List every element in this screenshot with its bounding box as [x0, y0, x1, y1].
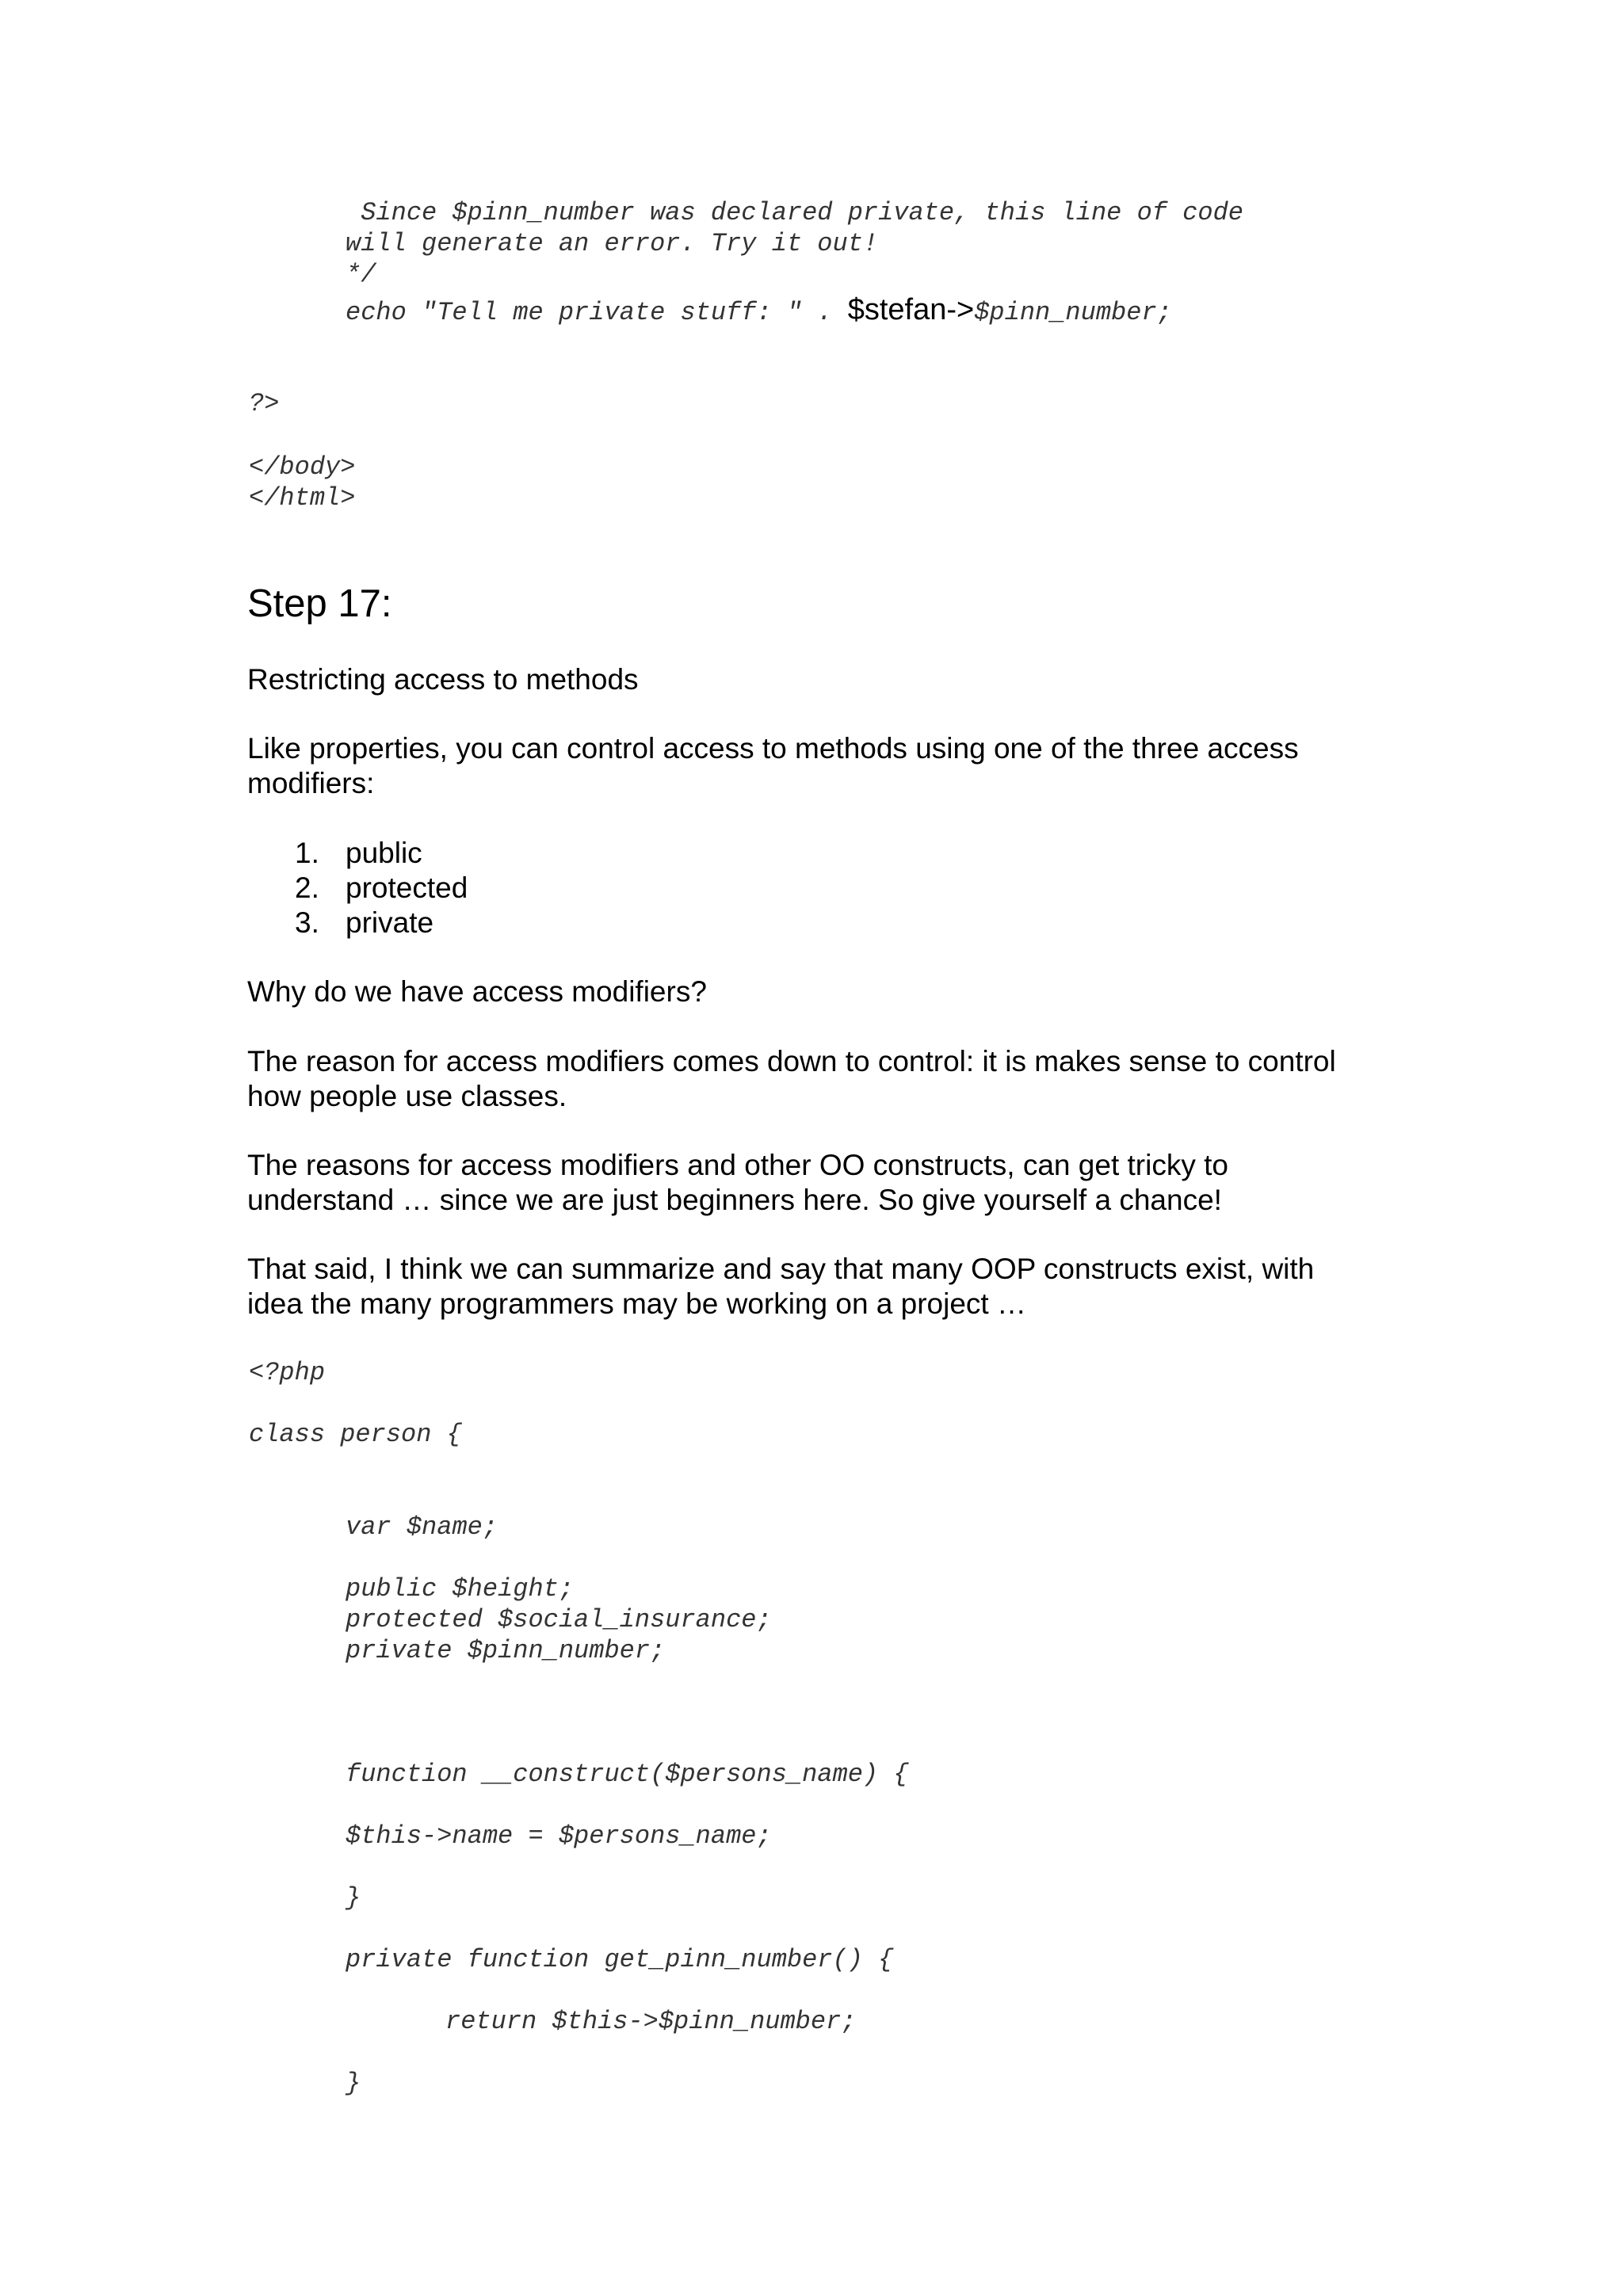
- code-public-height: public $height;: [346, 1574, 575, 1604]
- list-item: [247, 836, 468, 871]
- list-number: 3.: [295, 906, 319, 939]
- code-private-pinn: private $pinn_number;: [346, 1636, 666, 1665]
- php-open-tag: <?php: [249, 1358, 326, 1387]
- paragraph-line: The reason for access modifiers comes down to control: it is makes sense to control: [247, 1045, 1336, 1077]
- question-text: Why do we have access modifiers?: [247, 975, 707, 1008]
- code-construct-close: }: [346, 1883, 361, 1913]
- code-getter-decl: private function get_pinn_number() {: [346, 1945, 894, 1974]
- intro-line: Like properties, you can control access to methods using one of the three access: [247, 732, 1299, 765]
- reason-paragraph: [247, 1044, 1336, 1114]
- list-number: 2.: [295, 871, 319, 904]
- echo-object: $stefan->: [847, 293, 975, 326]
- paragraph-line: idea the many programmers may be working on a project …: [247, 1287, 1026, 1320]
- step-heading: Step 17:: [247, 582, 392, 625]
- list-label: private: [346, 906, 434, 939]
- list-label: public: [346, 837, 422, 869]
- modifiers-list: [247, 836, 468, 940]
- code-getter-close: }: [346, 2069, 361, 2098]
- paragraph-line: how people use classes.: [247, 1080, 567, 1112]
- code-construct-decl: function __construct($persons_name) {: [346, 1760, 909, 1789]
- code-comment-line: will generate an error. Try it out!: [346, 229, 879, 258]
- paragraph-line: That said, I think we can summarize and say that many OOP constructs exist, with: [247, 1253, 1315, 1285]
- class-declaration: class person {: [249, 1420, 462, 1449]
- paragraph-line: understand … since we are just beginners here. So give yourself a chance!: [247, 1184, 1222, 1216]
- php-close-tag: ?>: [249, 389, 280, 418]
- list-label: protected: [346, 871, 468, 904]
- list-item: [247, 871, 468, 906]
- code-echo-line: [346, 295, 1172, 328]
- code-var-name: var $name;: [346, 1512, 498, 1542]
- intro-paragraph: [247, 731, 1299, 801]
- intro-line: modifiers:: [247, 767, 375, 799]
- echo-prefix: echo "Tell me private stuff: " .: [346, 298, 848, 327]
- code-protected-si: protected $social_insurance;: [346, 1605, 772, 1634]
- echo-suffix: $pinn_number;: [974, 298, 1172, 327]
- paragraph-line: The reasons for access modifiers and other OO constructs, can get tricky to: [247, 1149, 1228, 1181]
- code-comment-line: Since $pinn_number was declared private, this line of code: [346, 198, 1243, 227]
- body-close-tag: </body>: [249, 452, 356, 482]
- code-construct-body: $this->name = $persons_name;: [346, 1821, 772, 1851]
- code-comment-end: */: [346, 260, 376, 289]
- html-close-tag: </html>: [249, 483, 356, 513]
- list-item: [247, 906, 468, 940]
- step-subtitle: Restricting access to methods: [247, 663, 639, 696]
- code-getter-body: return $this->$pinn_number;: [445, 2007, 857, 2036]
- summary-paragraph: [247, 1252, 1314, 1322]
- list-number: 1.: [295, 837, 319, 869]
- tricky-paragraph: [247, 1148, 1228, 1218]
